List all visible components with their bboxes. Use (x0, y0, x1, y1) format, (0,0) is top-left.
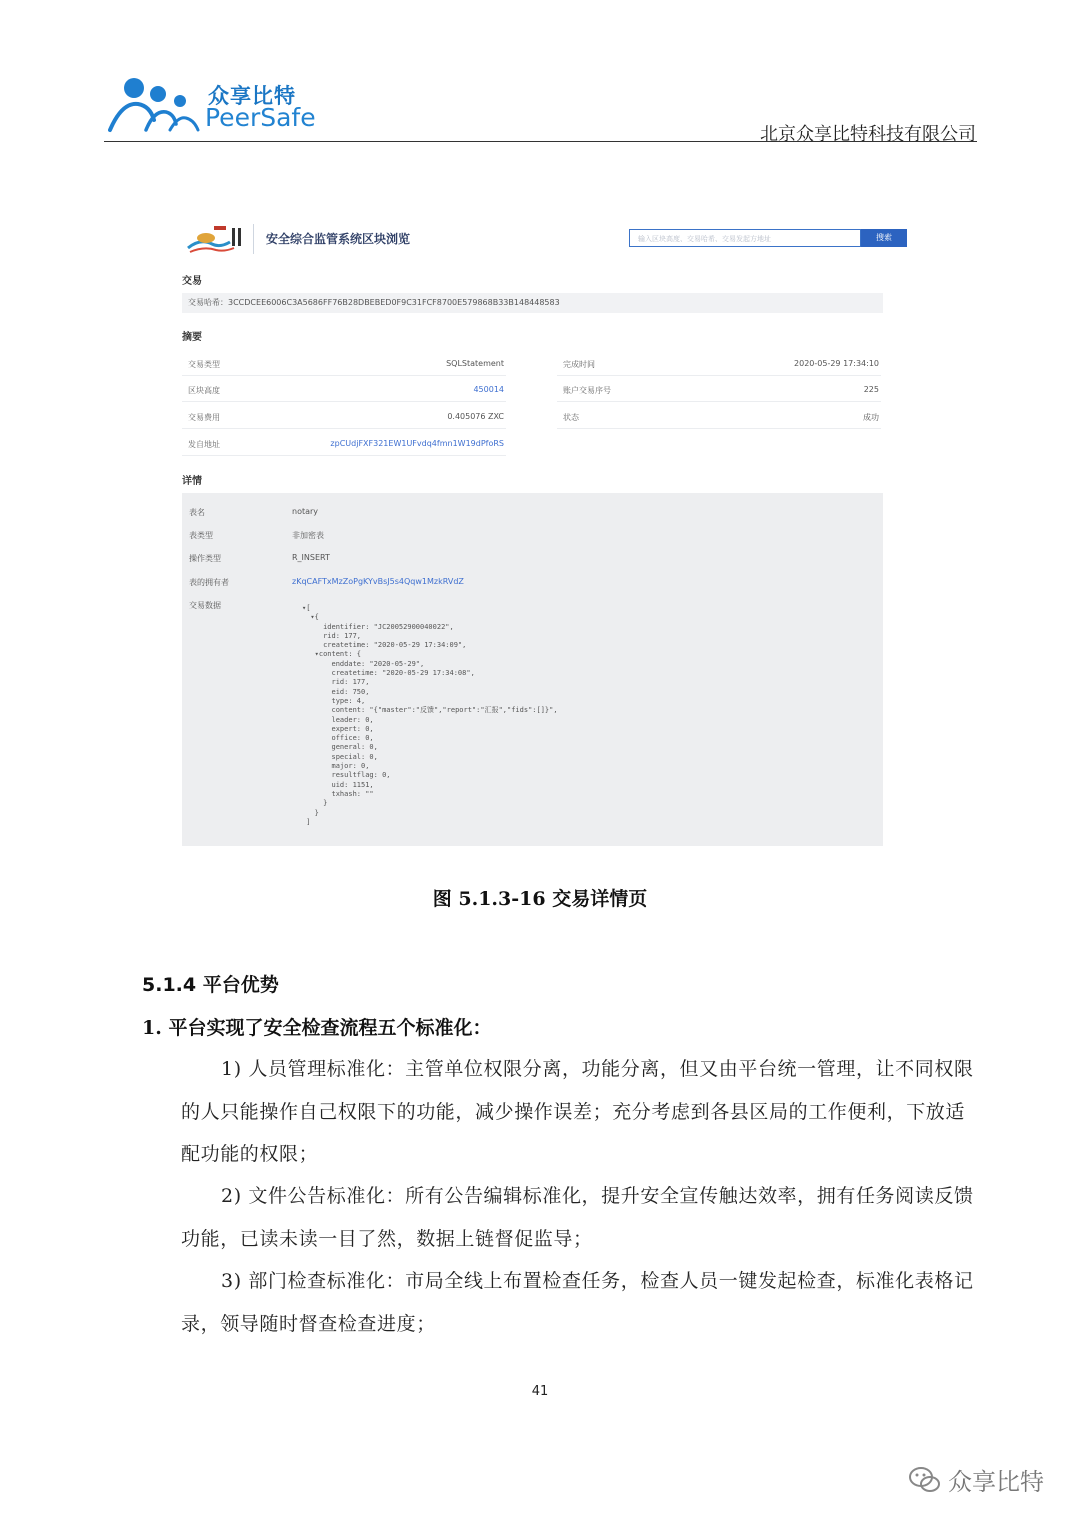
status-value: 成功 (863, 413, 879, 422)
paragraph: 3) 部门检查标准化：市局全线上布置检查任务，检查人员一键发起检查，标准化表格记录，领导随时督查检查进度； (181, 1270, 974, 1335)
sender-address-link[interactable]: zpCUdjFXF321EW1UFvdq4fmn1W19dPfoRS (330, 439, 504, 448)
summary-row (557, 403, 881, 429)
detail-key: 表的拥有者 (189, 578, 229, 587)
header-divider (104, 141, 977, 142)
watermark-text: 众享比特 (948, 1468, 1044, 1496)
paragraph: 2) 文件公告标准化：所有公告编辑标准化，提升安全宣传触达效率，拥有任务阅读反馈功能，已读未读一目了然，数据上链督促监导； (181, 1185, 974, 1250)
detail-value: 非加密表 (292, 531, 324, 540)
summary-value: 2020-05-29 17:34:10 (794, 359, 879, 368)
summary-row (182, 350, 506, 376)
paragraph: 1) 人员管理标准化：主管单位权限分离，功能分离，但又由平台统一管理，让不同权限的人只能操作自己权限下的功能，减少操作误差；充分考虑到各县区局的工作便利，下放适配功能的权限； (181, 1058, 974, 1165)
summary-key: 状态 (563, 413, 579, 422)
detail-key: 操作类型 (189, 554, 221, 563)
details-panel (182, 493, 883, 846)
detail-key: 交易数据 (189, 601, 221, 610)
block-height-link[interactable]: 450014 (473, 385, 504, 394)
logo-chinese-name: 众享比特 (208, 84, 296, 108)
summary-row (557, 350, 881, 376)
section-transaction: 交易 (182, 276, 202, 287)
embedded-screenshot (180, 212, 892, 848)
title-divider (253, 224, 254, 254)
summary-key: 完成时间 (563, 360, 595, 369)
logo-english-name: PeerSafe (205, 103, 316, 132)
item-heading: 1. 平台实现了安全检查流程五个标准化： (142, 1017, 492, 1039)
company-name: 北京众享比特科技有限公司 (760, 124, 976, 145)
summary-value: 0.405076 ZXC (447, 412, 504, 421)
summary-key: 交易费用 (188, 413, 220, 422)
wechat-icon (908, 1465, 942, 1495)
search-input[interactable]: 输入区块高度、交易哈希、交易发起方地址 (629, 229, 861, 247)
detail-key: 表类型 (189, 531, 213, 540)
summary-key: 区块高度 (188, 386, 220, 395)
summary-row (182, 430, 506, 456)
tx-hash-value: 3CCDCEE6006C3A5686FF76B28DBEBED0F9C31FCF8700E579868B33B148448583 (228, 298, 560, 307)
site-title: 安全综合监管系统区块浏览 (266, 232, 411, 246)
watermark (908, 1462, 1044, 1497)
tx-hash-label: 交易哈希： (188, 298, 228, 307)
section-heading: 5.1.4 平台优势 (142, 974, 279, 996)
table-owner-link[interactable]: zKqCAFTxMzZoPgKYvBsJ5s4Qqw1MzkRVdZ (292, 577, 464, 586)
summary-value: SQLStatement (446, 359, 504, 368)
summary-key: 发自地址 (188, 440, 220, 449)
summary-key: 交易类型 (188, 360, 220, 369)
summary-row (182, 376, 506, 402)
summary-row (182, 403, 506, 429)
section-summary: 摘要 (182, 332, 202, 343)
page-number: 41 (531, 1384, 549, 1399)
detail-value: R_INSERT (292, 553, 330, 562)
tx-hash-bar (182, 293, 883, 313)
site-emblem-icon (184, 222, 246, 256)
detail-value: notary (292, 507, 319, 516)
figure-caption: 图 5.1.3-16 交易详情页 (432, 888, 648, 910)
summary-row (557, 376, 881, 402)
tx-data-json: ▾[ ▾{ identifier: "JC20052900040022", rid: 177, createtime: "2020-05-29 17:34:09", ▾content: { enddate: "2020-05-29", createtime: "2020-05-29 17:34:08", rid: 177, eid: 750, type: 4, content: "{"master":"反馈","report":"汇报","fids":[]}", leader: 0, expert: 0, office: 0, general: 0, special: 0, major: 0, resultflag: 0, uid: 1151, txhash: "" } } ] (302, 604, 558, 826)
summary-value: 225 (863, 385, 879, 394)
summary-key: 账户交易序号 (563, 386, 611, 395)
search-button[interactable]: 搜索 (861, 229, 907, 247)
section-details: 详情 (182, 476, 202, 487)
detail-key: 表名 (189, 508, 205, 517)
